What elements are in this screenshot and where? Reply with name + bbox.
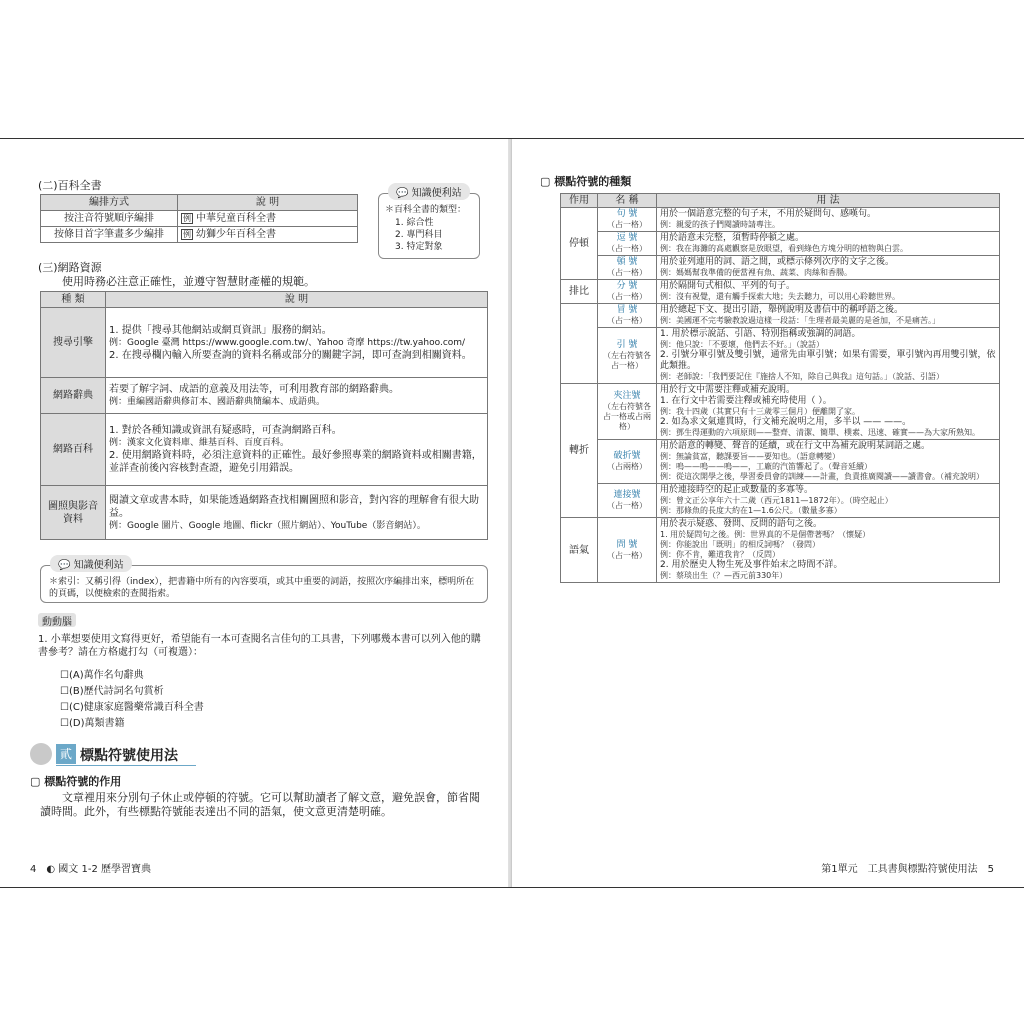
section-number: 貳 (56, 744, 76, 764)
col-header: 名 稱 (598, 194, 657, 208)
example-tag: 例 (183, 214, 191, 223)
usage-paragraph: 文章裡用來分別句子休止或停頓的符號。它可以幫助讀者了解文意，避免誤會，節省閱讀時間。此外，有些標點符號能表達出不同的語氣，使文意更清楚明確。 (40, 791, 480, 818)
practice-option[interactable]: ☐(D)萬類書籍 (60, 718, 125, 729)
subheading-internet: (三)網路資源 (38, 261, 102, 274)
col-header: 用 法 (657, 194, 1000, 208)
col-header: 種 類 (41, 292, 106, 308)
col-header: 說 明 (106, 292, 488, 308)
table-cell: 按注音符號順序編排 (41, 211, 178, 227)
tip-heading: ＊百科全書的類型： (385, 205, 467, 215)
usage-cell: 用於總起下文、提出引語，舉例說明及書信中的稱呼語之後。 例：美國運不完考驗教說過這樣一段話：「生理者最美麗的是爸加，不是痛苦。」 (657, 304, 1000, 328)
col-header: 編排方式 (41, 195, 178, 211)
table-row (41, 308, 488, 378)
intro-text: 使用時務必注意正確性，並遵守智慧財產權的規範。 (62, 275, 315, 288)
table-row (561, 208, 1000, 232)
role-cell (561, 304, 598, 384)
name-cell: 破折號 （占兩格） (598, 440, 657, 484)
section-header (30, 743, 200, 767)
usage-cell: 用於語意的轉變、聲音的延續，或在行文中為補充說明某詞語之處。 例：無論貧富，聽課要旨——要知也。（語意轉變） 例：嗚——嗚——嗚——，工廠的汽笛響起了。（聲音延續） 例：從這次開學之後，學習委員會的訓練——計畫，負責推廣閱讀——讀書會。（補充說明） (657, 440, 1000, 484)
name-cell: 連接號 （占一格） (598, 484, 657, 518)
left-page (0, 139, 508, 887)
right-page (512, 139, 1024, 887)
checkbox-icon[interactable]: ☐ (60, 718, 69, 729)
example-text: 幼獅少年百科全書 (196, 229, 276, 240)
table-row (41, 211, 358, 227)
table-row (41, 486, 488, 540)
subheading-usage: ▢ 標點符號的作用 (30, 775, 122, 788)
book-spread (0, 138, 1024, 888)
table-row (561, 440, 1000, 484)
table-cell (106, 378, 488, 414)
row-line: 例：漢家文化資料庫、維基百科、百度百科。 (109, 438, 290, 448)
name-cell: 冒 號 （占一格） (598, 304, 657, 328)
tip-title: 💬 知識便利站 (388, 183, 470, 200)
tip-text: ＊索引：又稱引得（index），把書籍中所有的內容要項，或其中重要的詞語，按照次序編排出來，標明所在的頁碼，以便檢索的查閱指索。 (49, 577, 475, 599)
name-cell: 逗 號 （占一格） (598, 232, 657, 256)
chat-bubble-icon: 💬 (58, 560, 71, 571)
checkbox-icon[interactable]: ☐ (60, 702, 69, 713)
name-cell: 分 號 （占一格） (598, 280, 657, 304)
row-line: 2. 在搜尋欄內輸入所要查詢的資料名稱或部分的關鍵字詞，即可查詢到相關資料。 (109, 349, 472, 361)
types-heading: ▢ 標點符號的種類 (540, 175, 632, 188)
row-line: 1. 對於各種知識或資訊有疑惑時，可查詢網路百科。 (109, 425, 342, 436)
usage-cell: 用於一個語意完整的句子末，不用於疑問句、感嘆句。 例：親愛的孩子們閱讀時請專注。 (657, 208, 1000, 232)
role-cell: 語氣 (561, 518, 598, 583)
chat-bubble-icon: 💬 (396, 188, 409, 199)
table-cell (178, 211, 358, 227)
table-cell: 網路辭典 (41, 378, 106, 414)
table-cell: 圖照與影音資料 (41, 486, 106, 540)
usage-cell: 用於行文中需要注釋或補充說明。 1. 在行文中若需要注釋或補充時使用（ ）。 例：我十四歲（其實只有十三歲零三個月）便離開了家。 2. 如為求文氣連貫時，行文補充說明之用，多半以 —— ——。 例：鄧生得運動的六項原則——整齊、清潔、簡單、樸素、迅速、確實——為大家所熟知。 (657, 384, 1000, 440)
table-cell (178, 227, 358, 243)
name-cell: 句 號 （占一格） (598, 208, 657, 232)
book-logo-icon: ◐ (46, 864, 56, 875)
section-underline (56, 765, 196, 766)
row-line: 閱讀文章或書本時，如果能透過網路查找相關圖照和影音，對內容的理解會有很大助益。 (109, 494, 479, 519)
table-row (561, 256, 1000, 280)
table-row (561, 304, 1000, 328)
square-bullet-icon: ▢ (540, 175, 551, 188)
usage-cell: 用於連接時空的起止或數量的多寡等。 例：曾文正公享年六十二歲（西元1811—1872年）。（時空起止） 例：那條魚的長度大約在1—1.6公尺。（數量多寡） (657, 484, 1000, 518)
role-cell: 停頓 (561, 208, 598, 280)
encyclopedia-table (40, 194, 358, 243)
table-row (41, 414, 488, 486)
square-bullet-icon: ▢ (30, 775, 41, 788)
name-cell: 引 號 （左右符號各占一格） (598, 328, 657, 384)
table-row (41, 378, 488, 414)
checkbox-icon[interactable]: ☐ (60, 686, 69, 697)
row-line: 例：重編國語辭典修訂本、國語辭典簡編本、成語典。 (109, 397, 326, 407)
table-row (561, 518, 1000, 583)
practice-question: 1. 小華想要使用文寫得更好，希望能有一本可查閱名言佳句的工具書，下列哪幾本書可以列入他的購書參考？請在方格處打勾（可複選）： (38, 634, 481, 658)
role-cell: 轉折 (561, 384, 598, 518)
practice-option[interactable]: ☐(A)萬作名句辭典 (60, 670, 144, 681)
usage-cell: 用於語意未完整，須暫時停頓之處。 例：我在海灘的高處觀察是放眼望，看到綠色方塊分明的植物與白雲。 (657, 232, 1000, 256)
page-number: 4 (30, 864, 37, 875)
tip-title: 💬 知識便利站 (50, 555, 132, 572)
table-row (561, 384, 1000, 440)
unit-title: 第1單元 工具書與標點符號使用法 (821, 864, 978, 875)
name-cell: 夾注號 （左右符號各占一格或占兩格） (598, 384, 657, 440)
tip-item: 3. 特定對象 (395, 242, 443, 252)
tip-item: 1. 綜合性 (395, 218, 434, 228)
table-cell (106, 308, 488, 378)
name-cell: 問 號 （占一格） (598, 518, 657, 583)
table-row (561, 280, 1000, 304)
example-text: 中華兒童百科全書 (196, 213, 276, 224)
usage-cell: 用於隔開句式相似、平列的句子。 例：沒有視覺，還有觸手探索大地；失去聽力，可以用心聆聽世界。 (657, 280, 1000, 304)
page-number: 5 (987, 864, 994, 875)
table-row (561, 232, 1000, 256)
knowledge-tip-box (378, 193, 480, 259)
row-line: 例：Google 圖片、Google 地圖、flickr（照片網站）、YouTube（影音網站）。 (109, 520, 426, 531)
row-line: 例：Google 臺灣 https://www.google.com.tw/、Yahoo 奇摩 https://tw.yahoo.com/ (109, 337, 466, 348)
row-line: 2. 使用網路資料時，必須注意資料的正確性。最好參照專業的網路資料或相關書籍，並詳查前後內容核對查證，避免引用錯誤。 (109, 450, 482, 474)
table-cell: 搜尋引擎 (41, 308, 106, 378)
role-cell: 排比 (561, 280, 598, 304)
section-title: 標點符號使用法 (80, 748, 178, 764)
bear-mascot-icon (30, 743, 52, 765)
punctuation-table (560, 193, 1000, 583)
table-cell: 按條目首字筆畫多少編排 (41, 227, 178, 243)
internet-resources-table (40, 291, 488, 540)
table-row (41, 227, 358, 243)
checkbox-icon[interactable]: ☐ (60, 670, 69, 681)
usage-cell: 1. 用於標示說話、引語、特別指稱或強調的詞語。 例：他只說：「不要壞，他們去不好。」（說話） 2. 引號分單引號及雙引號，通常先由單引號；如果有需要，單引號內再用雙引號，依此類推。 例：老師說：「我們要記住『施捨人不知，除自己與我』這句話。」（說話、引語） (657, 328, 1000, 384)
row-line: 若要了解字詞、成語的意義及用法等，可利用教育部的網路辭典。 (109, 384, 399, 395)
book-title: 國文 1-2 歷學習寶典 (58, 864, 151, 875)
subheading-encyclopedia: (二)百科全書 (38, 179, 102, 192)
name-cell: 頓 號 （占一格） (598, 256, 657, 280)
table-row (561, 484, 1000, 518)
col-header: 作用 (561, 194, 598, 208)
table-cell: 網路百科 (41, 414, 106, 486)
practice-option[interactable]: ☐(C)健康家庭醫藥常識百科全書 (60, 702, 204, 713)
table-row (561, 328, 1000, 384)
practice-title: 動動腦 (38, 613, 76, 627)
row-line: 1. 提供「搜尋其他網站或網頁資訊」服務的網站。 (109, 324, 332, 336)
example-tag: 例 (183, 230, 191, 239)
usage-cell: 用於並列連用的詞、語之間，或標示條列次序的文字之後。 例：媽媽幫我準備的便當裡有魚、蔬菜、肉絲和香腸。 (657, 256, 1000, 280)
table-cell (106, 486, 488, 540)
tip-item: 2. 專門科目 (395, 230, 443, 240)
right-footer (821, 860, 994, 875)
col-header: 說 明 (178, 195, 358, 211)
left-footer (30, 860, 151, 875)
table-cell (106, 414, 488, 486)
practice-option[interactable]: ☐(B)歷代詩詞名句賞析 (60, 686, 164, 697)
usage-cell: 用於表示疑惑、發問、反問的語句之後。 1. 用於疑問句之後。例：世界真的不是個帶著嗎？（懷疑） 例：你能說出「既明」的相反詞嗎？（發問） 例：你不肯，難道我肯？（反問） 2. 用於歷史人物生死及事件始末之時間不詳。 例：蔡琰出生（？—西元前330年） (657, 518, 1000, 583)
